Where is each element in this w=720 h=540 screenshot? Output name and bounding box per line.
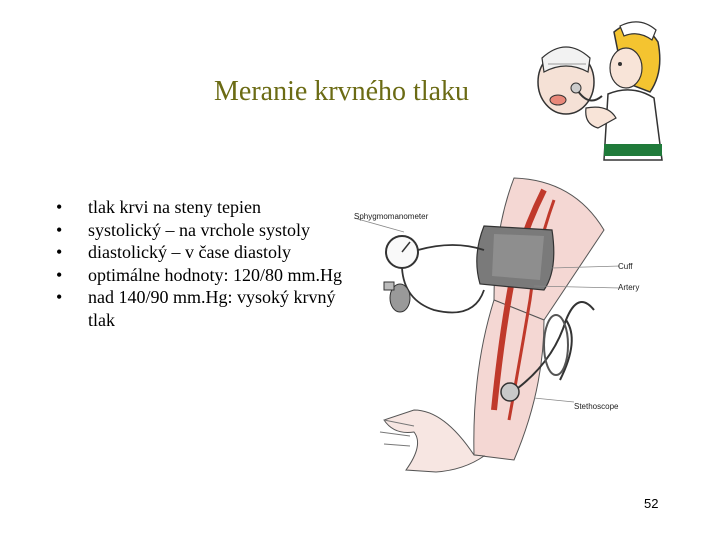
bullet-list	[56, 196, 356, 331]
label-sphygmomanometer: Sphygmomanometer	[354, 212, 429, 221]
page-number: 52	[644, 496, 659, 511]
bullet-item: • optimálne hodnoty: 120/80 mm.Hg	[56, 264, 342, 285]
label-artery: Artery	[618, 283, 640, 292]
label-stethoscope: Stethoscope	[574, 402, 619, 411]
label-cuff: Cuff	[618, 262, 633, 271]
bullet-item: • diastolický – v čase diastoly	[56, 242, 291, 262]
slide-title: Meranie krvného tlaku	[214, 76, 470, 107]
bullet-item: • nad 140/90 mm.Hg: vysoký krvný tlak	[56, 287, 336, 330]
bullet-item: • systolický – na vrchole systoly	[56, 219, 310, 240]
bullet-item: • tlak krvi na steny tepien	[56, 197, 261, 217]
nurse-illustration	[528, 12, 668, 162]
